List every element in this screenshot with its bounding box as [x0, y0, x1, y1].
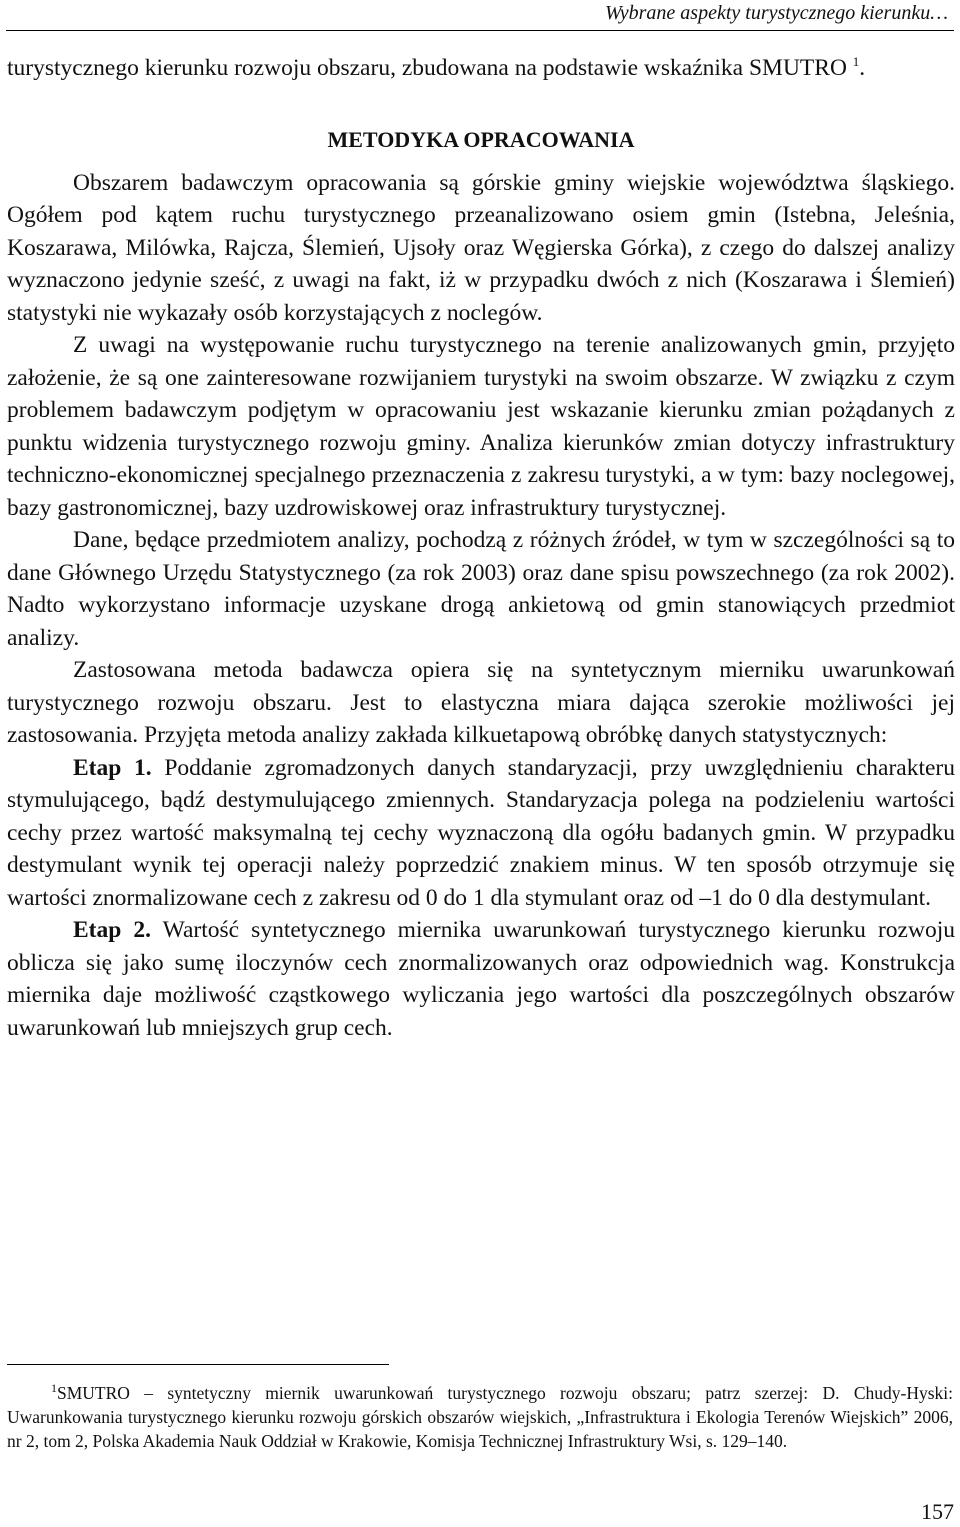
footnote-mark: 1 [51, 1381, 57, 1395]
footnote-paragraph [7, 1381, 953, 1453]
running-header [6, 0, 954, 31]
paragraph-study-area: Obszarem badawczym opracowania są górskie gminy wiejskie województwa śląskiego. Ogółem pod kątem ruchu turystycznego przeanalizowano osiem gmin (Istebna, Jeleśnia, Koszarawa, Milówka, Rajcza, Ślemień, Ujsoły oraz Węgierska Górka), z czego do dalszej analizy wyznaczono jedynie sześć, z uwagi na fakt, iż w przypadku dwóch z nich (Koszarawa i Ślemień) statystyki nie wykazały osób korzystających z noclegów. [7, 169, 955, 326]
stage-2-text: Wartość syntetycznego miernika uwarunkowań turystycznego kierunku rozwoju oblicza się jako sumę iloczynów cech znormalizowanych oraz odpowiednich wag. Konstrukcja miernika daje możliwość cząstkowego wyliczania jego wartości dla poszczególnych obszarów uwarunkowań lub mniejszych grup cech. [7, 917, 955, 1041]
paragraph-stage-2 [7, 914, 955, 1044]
stage-1-label: Etap 1. [73, 754, 152, 781]
running-title: Wybrane aspekty turystycznego kierunku… [604, 2, 948, 24]
paragraph-method: Zastosowana metoda badawcza opiera się na syntetycznym mierniku uwarunkowań turystycznego rozwoju obszaru. Jest to elastyczna miara dająca szerokie możliwości jej zastosowania. Przyjęta metoda analizy zakłada kilkuetapową obróbkę danych statystycznych: [7, 657, 955, 748]
intro-end: . [859, 55, 866, 81]
main-text [7, 52, 955, 1044]
paragraph-stage-1 [7, 752, 955, 915]
paragraph-research-problem: Z uwagi na występowanie ruchu turystycznego na terenie analizowanych gmin, przyjęto założenie, że są one zainteresowane rozwijaniem turystyki na swoim obszarze. W związku z czym problemem badawczym podjętym w opracowaniu jest wskazanie kierunku zmian pożądanych z punktu widzenia turystycznego rozwoju gminy. Analiza kierunków zmian dotyczy infrastruktury techniczno-ekonomicznej specjalnego przeznaczenia z zakresu turystyki, a w tym: bazy noclegowej, bazy gastronomicznej, bazy uzdrowiskowej oraz infrastruktury turystycznej. [7, 332, 955, 521]
stage-2-label: Etap 2. [73, 917, 152, 943]
footnote-text: SMUTRO – syntetyczny miernik uwarunkowań turystycznego rozwoju obszaru; patrz szerzej: D. Chudy-Hyski: Uwarunkowania turystycznego kierunku rozwoju górskich obszarów wiejskich, „Infrastruktura i Ekologia Terenów Wiejskich” 2006, nr 2, tom 2, Polska Akademia Nauk Oddział w Krakowie, Komisja Technicznej Infrastruktury Wsi, s. 129–140. [7, 1383, 953, 1451]
page-number: 157 [921, 1499, 954, 1524]
intro-paragraph [7, 52, 955, 85]
footnote-reference[interactable]: 1 [852, 54, 860, 69]
footnote-separator [7, 1364, 389, 1365]
footnote [7, 1381, 953, 1453]
stage-1-text: Poddanie zgromadzonych danych standaryzacji, przy uwzględnieniu charakteru stymulującego, bądź destymulującego zmiennych. Standaryzacja polega na podzieleniu wartości cechy przez wartość maksymalną tej cechy wyznaczoną dla ogółu badanych gmin. W przypadku destymulant wynik tej operacji należy poprzedzić znakiem minus. W ten sposób otrzymuje się wartości znormalizowane cech z zakresu od 0 do 1 dla stymulant oraz od –1 do 0 dla destymulant. [7, 754, 955, 911]
paragraph-data-sources: Dane, będące przedmiotem analizy, pochodzą z różnych źródeł, w tym w szczególności są to dane Głównego Urzędu Statystycznego (za rok 2003) oraz dane spisu powszechnego (za rok 2002). Nadto wykorzystano informacje uzyskane drogą ankietową od gmin stanowiących przedmiot analizy. [7, 527, 955, 651]
intro-text: turystycznego kierunku rozwoju obszaru, zbudowana na podstawie wskaźnika SMUTRO [7, 55, 847, 81]
section-heading: METODYKA OPRACOWANIA [327, 126, 635, 152]
